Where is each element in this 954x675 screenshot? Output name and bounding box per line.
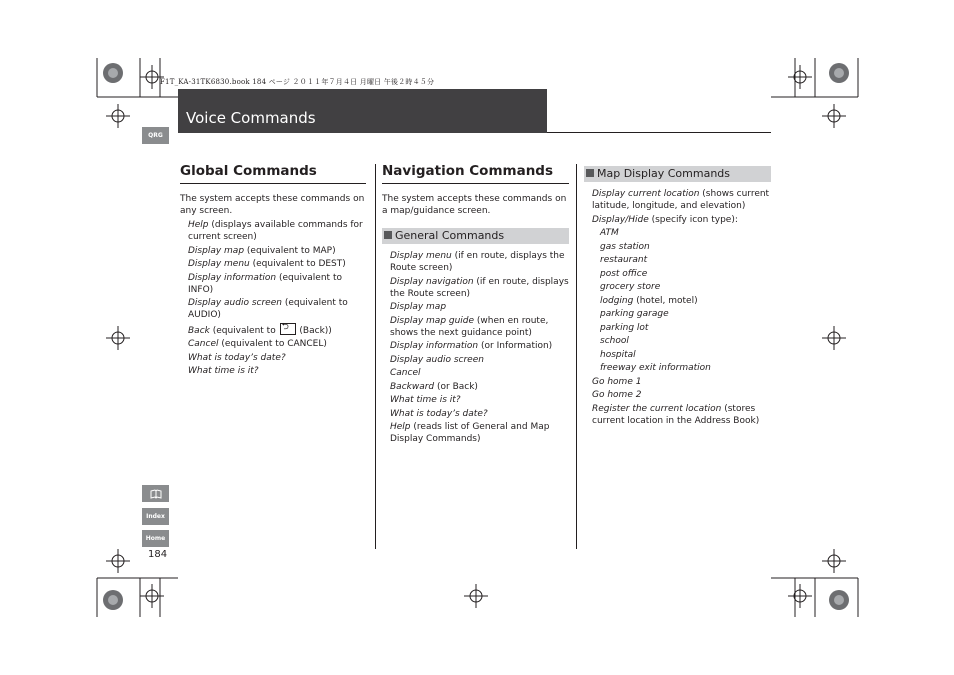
list-item: Help (displays available commands for current screen) <box>188 220 363 242</box>
title-bar <box>178 89 547 133</box>
list-item: parking garage <box>600 309 669 319</box>
general-commands-list <box>390 250 570 447</box>
back-icon <box>280 323 296 335</box>
home-tab[interactable]: Home <box>142 530 169 547</box>
list-item: Go home 1 <box>592 376 642 387</box>
list-item: Display map (equivalent to MAP) <box>188 245 336 256</box>
book-icon <box>150 489 162 499</box>
list-item: Cancel <box>390 368 421 378</box>
list-item: Help (reads list of General and Map Display Commands) <box>390 422 550 444</box>
list-item: Go home 2 <box>592 390 642 400</box>
list-item: Display map <box>390 302 447 312</box>
list-item: Back (equivalent to ⮌ (Back)) <box>188 323 366 337</box>
square-bullet-icon <box>384 231 392 239</box>
list-item: Display current location (shows current latitude, longitude, and elevation) <box>592 189 770 211</box>
navigation-intro: The system accepts these commands on a map/guidance screen. <box>382 194 567 216</box>
list-item: Display/Hide (specify icon type): <box>592 214 738 225</box>
list-item: What is today’s date? <box>390 408 488 419</box>
list-item: Display map guide (when en route, shows the next guidance point) <box>390 315 549 338</box>
column-divider <box>375 164 376 549</box>
list-item: Display audio screen <box>390 354 484 365</box>
list-item: Display navigation (if en route, displays the Route screen) <box>390 276 569 299</box>
page-title: Voice Commands <box>186 109 316 127</box>
list-item: Register the current location (stores current location in the Address Book) <box>592 403 760 426</box>
general-commands-subheading: General Commands <box>382 228 569 244</box>
list-item: Backward (or Back) <box>390 381 478 392</box>
map-display-commands-list <box>592 188 772 428</box>
book-file-header: F1T_KA-31TK6830.book 184 ページ ２０１１年７月４日 月曜日 午後２時４５分 <box>160 78 435 86</box>
list-item: Display information (equivalent to INFO) <box>188 272 342 295</box>
qrg-tab[interactable]: QRG <box>142 127 169 144</box>
title-rule <box>547 132 771 133</box>
list-item: post office <box>600 268 648 279</box>
list-item: What is today’s date? <box>188 352 286 363</box>
list-item: Cancel (equivalent to CANCEL) <box>188 339 327 349</box>
list-item: gas station <box>600 241 650 252</box>
list-item: Display audio screen (equivalent to AUDIO) <box>188 298 348 320</box>
map-display-commands-subheading: Map Display Commands <box>584 166 771 182</box>
global-commands-list <box>180 193 366 379</box>
page-number: 184 <box>148 549 168 560</box>
column-divider <box>576 164 577 549</box>
icon-type-list <box>592 227 772 374</box>
global-commands-heading: Global Commands <box>180 163 317 179</box>
list-item: school <box>600 336 629 346</box>
list-item: hospital <box>600 349 636 360</box>
square-bullet-icon <box>586 169 594 177</box>
global-intro: The system accepts these commands on any screen. <box>180 194 365 216</box>
list-item: Display information (or Information) <box>390 341 553 351</box>
heading-rule <box>382 183 569 184</box>
list-item: What time is it? <box>188 366 259 376</box>
list-item: grocery store <box>600 282 661 292</box>
list-item: lodging (hotel, motel) <box>600 295 698 306</box>
list-item: What time is it? <box>390 395 461 405</box>
list-item: ATM <box>600 228 619 238</box>
index-tab[interactable]: Index <box>142 508 169 525</box>
toc-tab[interactable] <box>142 485 169 502</box>
list-item: freeway exit information <box>600 363 711 373</box>
list-item: restaurant <box>600 255 648 265</box>
heading-rule <box>180 183 366 184</box>
navigation-commands-heading: Navigation Commands <box>382 163 554 179</box>
list-item: Display menu (equivalent to DEST) <box>188 259 346 269</box>
list-item: Display menu (if en route, displays the Route screen) <box>390 251 565 273</box>
list-item: parking lot <box>600 322 649 333</box>
